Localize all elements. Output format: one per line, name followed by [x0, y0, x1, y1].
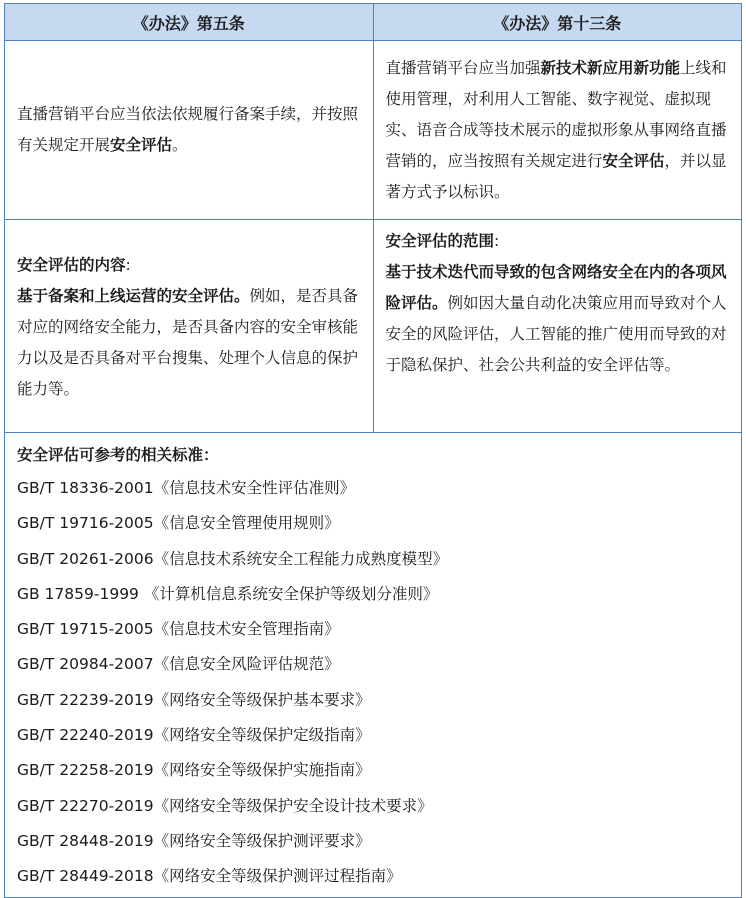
standard-item: GB/T 22258-2019《网络安全等级保护实施指南》	[17, 761, 371, 780]
standard-item: GB/T 22239-2019《网络安全等级保护基本要求》	[17, 690, 371, 709]
content-label: 安全评估的内容	[17, 255, 126, 274]
article-13-text-end: ，并以显著方式予以标识。	[385, 151, 727, 201]
standard-item: GB/T 22240-2019《网络安全等级保护定级指南》	[17, 726, 371, 745]
standard-item: GB/T 19716-2005《信息安全管理使用规则》	[17, 514, 340, 533]
article-row	[5, 41, 742, 220]
content-colon: :	[125, 255, 131, 274]
article-13-text	[373, 41, 742, 220]
article-13-bold-1: 新技术新应用新功能	[540, 58, 681, 77]
standard-item: GB/T 28448-2019《网络安全等级保护测评要求》	[17, 831, 371, 850]
article-13-text-part: 直播营销平台应当加强	[385, 58, 541, 77]
standards-list	[5, 433, 742, 898]
header-article-5: 《办法》第五条	[5, 4, 374, 41]
article-13-text-mid: 上线和使用管理，对利用人工智能、数字视觉、虚拟现实、语音合成等技术展示的虚拟形象从事网络直播营销的，应当按照有关规定进行	[385, 58, 727, 170]
assessment-scope	[373, 220, 742, 433]
content-bold: 基于备案和上线运营的安全评估。	[17, 286, 250, 305]
standard-item: GB 17859-1999 《计算机信息系统安全保护等级划分准则》	[17, 584, 439, 603]
standard-item: GB/T 22270-2019《网络安全等级保护安全设计技术要求》	[17, 796, 433, 815]
assessment-row	[5, 220, 742, 433]
article-5-bold: 安全评估	[110, 136, 173, 154]
scope-label: 安全评估的范围	[385, 232, 495, 250]
standard-item: GB/T 28449-2018《网络安全等级保护测评过程指南》	[17, 867, 402, 886]
header-row	[5, 4, 742, 41]
content-text: 例如，是否具备对应的网络安全能力，是否具备内容的安全审核能力以及是否具备对平台搜集、处理个人信息的保护能力等。	[17, 286, 359, 398]
standard-item: GB/T 20261-2006《信息技术系统安全工程能力成熟度模型》	[17, 549, 449, 568]
scope-text: 例如因大量自动化决策应用而导致对个人安全的风险评估，人工智能的推广使用而导致的对于隐私保护、社会公共利益的安全评估等。	[385, 294, 727, 374]
standard-item: GB/T 18336-2001《信息技术安全性评估准则》	[17, 479, 356, 497]
scope-bold: 基于技术迭代而导致的包含网络安全在内的各项风险评估。	[385, 263, 727, 312]
article-5-text-part: 直播营销平台应当依法依规履行备案手续，并按照有关规定开展	[17, 105, 359, 154]
standard-item: GB/T 19715-2005《信息技术安全管理指南》	[17, 620, 340, 639]
comparison-table	[4, 3, 742, 898]
scope-colon: :	[494, 232, 500, 250]
article-5-text-end: 。	[172, 136, 188, 154]
document	[4, 3, 742, 898]
standards-title: 安全评估可参考的相关标准：	[17, 446, 219, 464]
standard-item: GB/T 20984-2007《信息安全风险评估规范》	[17, 655, 340, 674]
header-article-13: 《办法》第十三条	[373, 4, 742, 41]
assessment-content	[5, 220, 374, 433]
article-13-bold-2: 安全评估	[602, 151, 665, 170]
standards-row	[5, 433, 742, 898]
article-5-text	[5, 41, 374, 220]
